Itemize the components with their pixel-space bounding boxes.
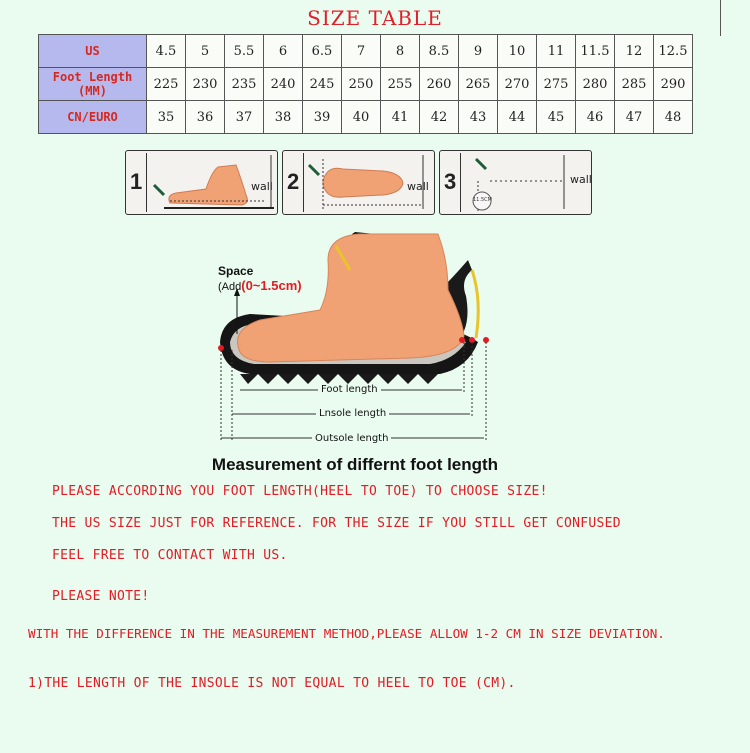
note-line-4: PLEASE NOTE! [52,589,150,604]
cn-cell: 43 [459,101,498,134]
note-line-2: THE US SIZE JUST FOR REFERENCE. FOR THE SIZE IF YOU STILL GET CONFUSED [52,516,621,531]
cn-cell: 41 [381,101,420,134]
step-number: 1 [130,169,143,194]
us-cell: 9 [459,35,498,68]
step-number: 3 [444,169,457,194]
size-table-title: SIZE TABLE [307,6,443,30]
foot-cell: 240 [264,68,303,101]
cn-cell: 37 [225,101,264,134]
foot-cell: 280 [576,68,615,101]
us-cell: 4.5 [147,35,186,68]
us-cell: 12 [615,35,654,68]
us-cell: 12.5 [654,35,693,68]
size-table [38,34,693,134]
wall-label: wall [570,173,592,186]
us-cell: 6.5 [303,35,342,68]
shoe-measurement-diagram [210,230,510,465]
cn-cell: 35 [147,101,186,134]
step-number: 2 [287,169,300,194]
note-line-6: 1)THE LENGTH OF THE INSOLE IS NOT EQUAL TO HEEL TO TOE (CM). [28,676,516,691]
foot-cell: 265 [459,68,498,101]
foot-cell: 275 [537,68,576,101]
us-cell: 11 [537,35,576,68]
foot-cell: 260 [420,68,459,101]
note-line-1: PLEASE ACCORDING YOU FOOT LENGTH(HEEL TO TOE) TO CHOOSE SIZE! [52,484,548,499]
wall-label: wall [407,180,429,193]
cn-cell: 39 [303,101,342,134]
step-2-panel [282,150,435,215]
foot-length-measure: Foot length [318,384,381,395]
cn-cell: 46 [576,101,615,134]
foot-length-label: Foot Length [52,70,133,84]
foot-length-row [39,68,693,101]
us-cell: 8.5 [420,35,459,68]
ruler-label: 11.5CM [473,197,492,203]
wall-label: wall [251,180,273,193]
foot-cell: 225 [147,68,186,101]
us-cell: 6 [264,35,303,68]
us-cell: 10 [498,35,537,68]
cn-euro-header: CN/EURO [39,101,147,134]
us-cell: 8 [381,35,420,68]
cn-cell: 42 [420,101,459,134]
foot-cell: 245 [303,68,342,101]
cn-cell: 40 [342,101,381,134]
cn-cell: 44 [498,101,537,134]
step-3-panel [439,150,592,215]
space-add-note [218,278,302,293]
cn-cell: 38 [264,101,303,134]
add-range: (0~1.5cm) [241,278,302,293]
foot-cell: 270 [498,68,537,101]
title-divider [720,0,721,36]
note-line-5: WITH THE DIFFERENCE IN THE MEASUREMENT METHOD,PLEASE ALLOW 1-2 CM IN SIZE DEVIATION. [28,626,665,641]
foot-length-header [39,68,147,101]
foot-cell: 290 [654,68,693,101]
us-cell: 5.5 [225,35,264,68]
us-cell: 11.5 [576,35,615,68]
cn-euro-row [39,101,693,134]
us-row [39,35,693,68]
cn-cell: 47 [615,101,654,134]
us-cell: 5 [186,35,225,68]
note-line-3: FEEL FREE TO CONTACT WITH US. [52,548,288,563]
add-prefix: (Add [218,281,242,293]
cn-cell: 48 [654,101,693,134]
insole-length-measure: Lnsole length [316,408,389,419]
us-cell: 7 [342,35,381,68]
figure-caption: Measurement of differnt foot length [211,455,499,474]
foot-cell: 235 [225,68,264,101]
cn-cell: 36 [186,101,225,134]
outsole-length-measure: Outsole length [312,433,391,444]
space-label: Space [218,264,254,278]
foot-length-unit: (MM) [78,84,107,98]
foot-cell: 285 [615,68,654,101]
foot-cell: 250 [342,68,381,101]
cn-cell: 45 [537,101,576,134]
us-header: US [39,35,147,68]
step-1-panel [125,150,278,215]
foot-cell: 255 [381,68,420,101]
foot-cell: 230 [186,68,225,101]
